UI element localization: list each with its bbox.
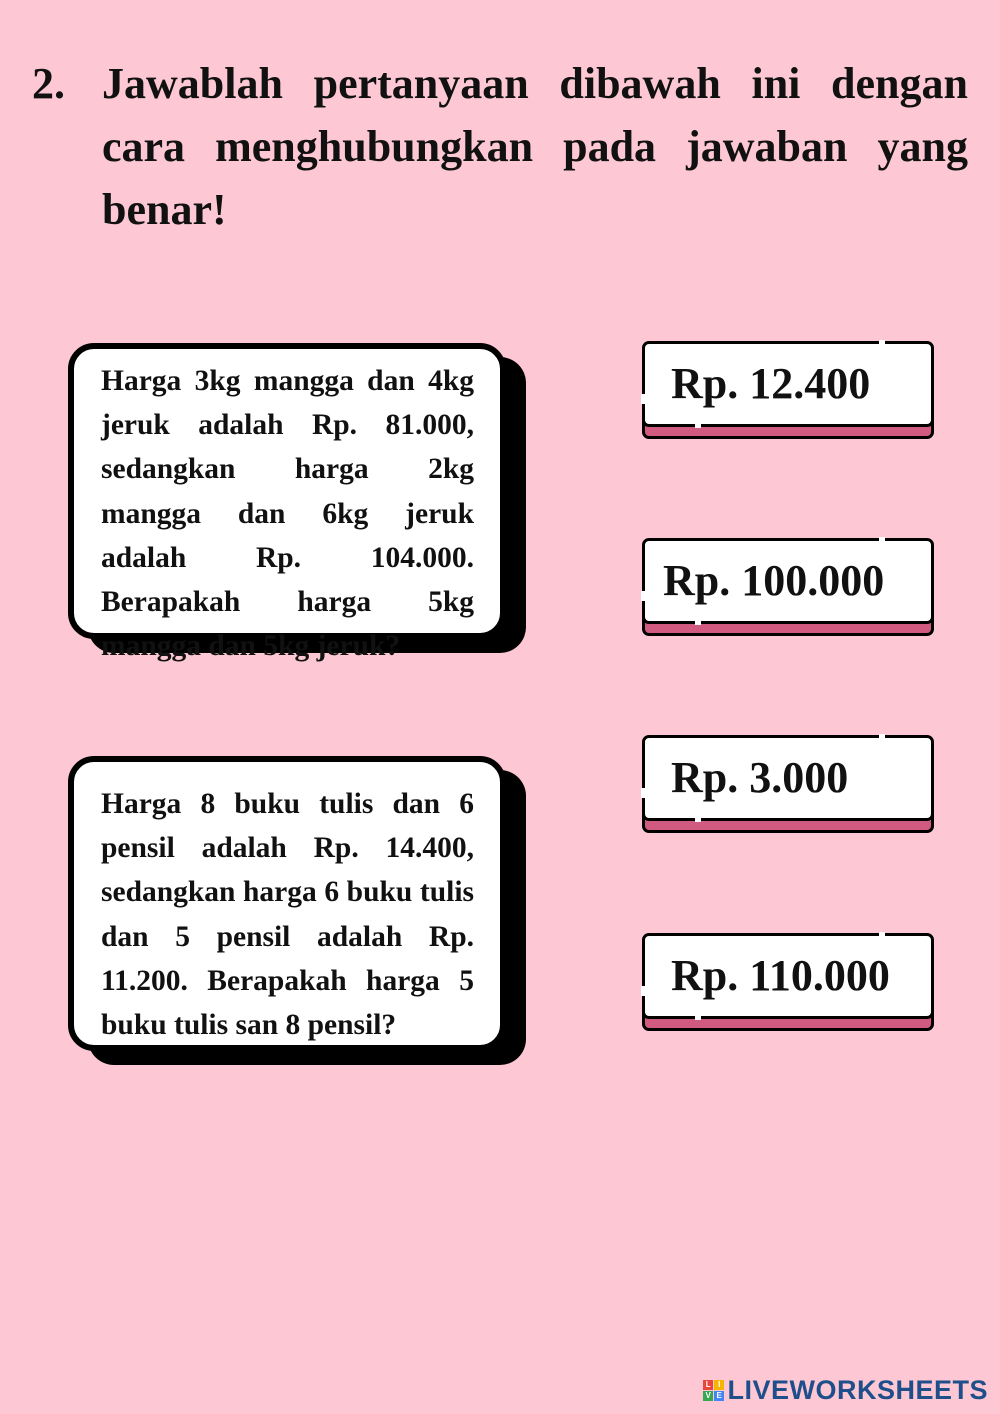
answer-option-4[interactable] xyxy=(642,933,934,1033)
answer-label-3: Rp. 3.000 xyxy=(671,753,849,802)
liveworksheets-logo xyxy=(703,1373,988,1407)
answer-box xyxy=(642,538,934,624)
answer-label-4: Rp. 110.000 xyxy=(671,951,890,1000)
answer-option-1[interactable] xyxy=(642,341,934,441)
answer-option-2[interactable] xyxy=(642,538,934,638)
answer-box xyxy=(642,735,934,821)
answer-option-3[interactable] xyxy=(642,735,934,835)
instruction xyxy=(32,52,968,241)
answer-label-1: Rp. 12.400 xyxy=(671,359,871,408)
question-number: 2. xyxy=(32,59,65,108)
answer-label-2: Rp. 100.000 xyxy=(663,556,885,605)
question-card-2[interactable] xyxy=(68,756,506,1051)
question-card-1[interactable] xyxy=(68,343,506,663)
instruction-text: Jawablah pertanyaan dibawah ini dengan cara menghubungkan pada jawaban yang benar! xyxy=(102,59,968,234)
answer-box xyxy=(642,933,934,1019)
logo-text: LIVEWORKSHEETS xyxy=(727,1374,988,1405)
answer-box xyxy=(642,341,934,427)
logo-mark-icon: L I V E xyxy=(703,1380,724,1401)
question-text-1: Harga 3kg mangga dan 4kg jeruk adalah Rp. 81.000, sedangkan harga 2kg mangga dan 6kg jeruk adalah Rp. 104.000. Berapakah harga 5kg mangga dan 5kg jeruk? xyxy=(101,365,474,663)
question-text-2: Harga 8 buku tulis dan 6 pensil adalah Rp. 14.400, sedangkan harga 6 buku tulis dan 5 pensil adalah Rp. 11.200. Berapakah harga 5 buku tulis san 8 pensil? xyxy=(101,788,474,1042)
